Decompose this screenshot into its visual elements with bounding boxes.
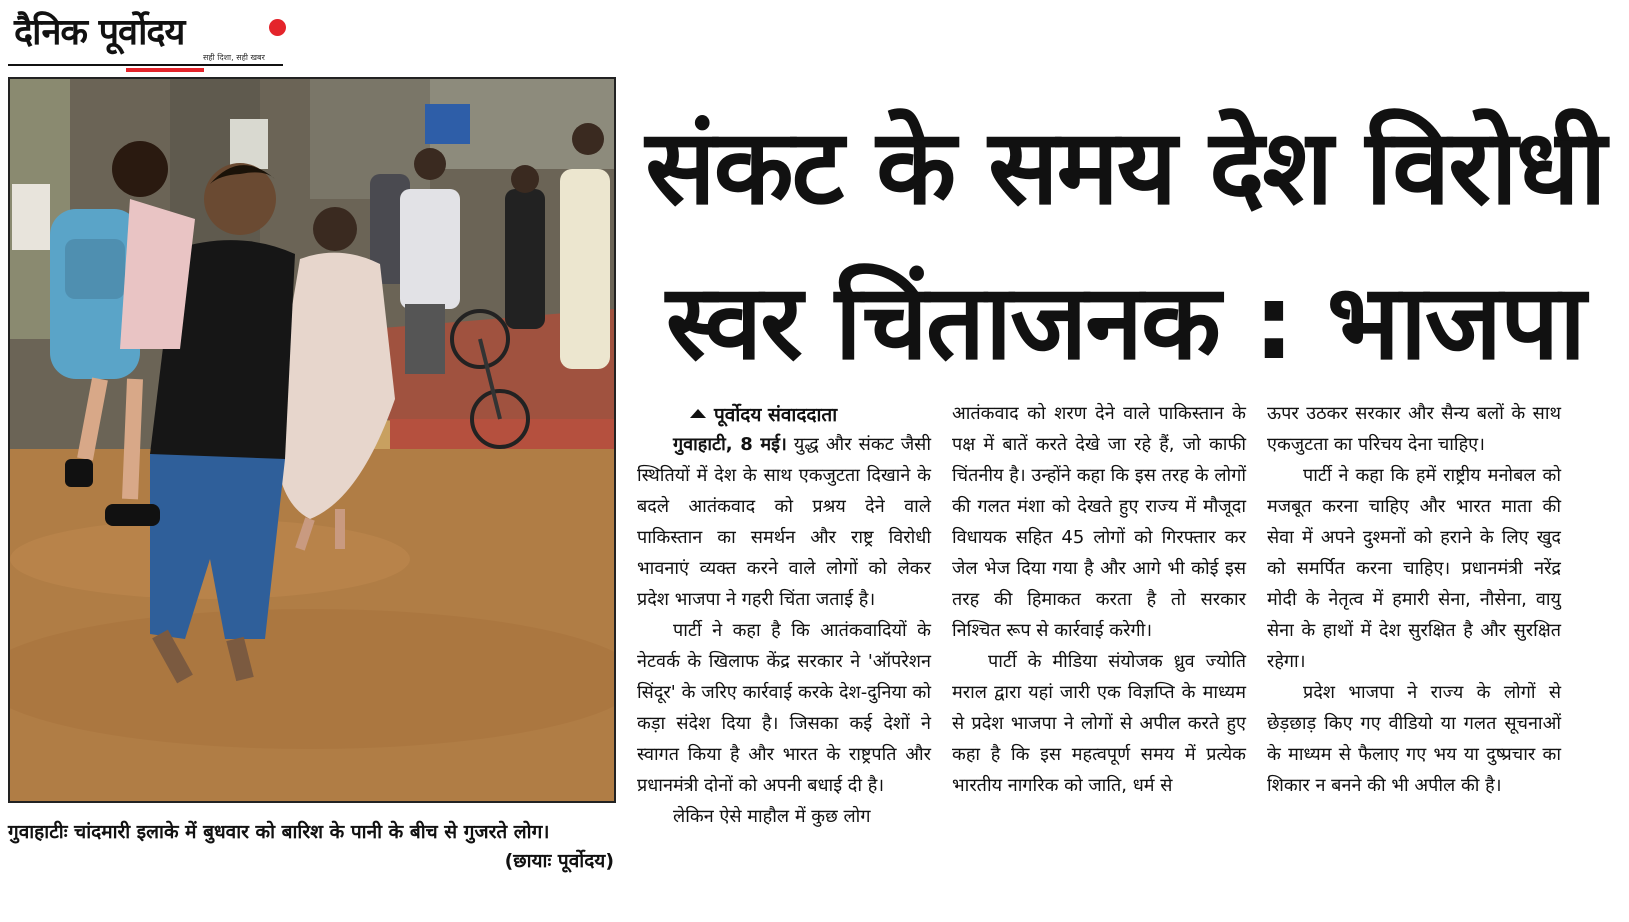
article-paragraph: पार्टी ने कहा कि हमें राष्ट्रीय मनोबल को मजबूत करना चाहिए और भारत माता की सेवा में अपने दुश्मनों को हराने के लिए खुद को समर्पित करना चाहिए। प्रधानमंत्री नरेंद्र मोदी के नेतृत्व में हमारी सेना, नौसेना, वायु सेना के हाथों में देश सुरक्षित है और सुरक्षित रहेगा। [1267, 465, 1561, 672]
headline [630, 90, 1620, 400]
paragraph-text: युद्ध और संकट जैसी स्थितियों में देश के साथ एकजुटता दिखाने के बदले आतंकवाद को प्रश्रय देने वाले पाकिस्तान का समर्थन और राष्ट्र विरोधी भावनाएं व्यक्त करने वाले लोगों को लेकर प्रदेश भाजपा ने गहरी चिंता जताई है। [637, 434, 932, 610]
article-paragraph: पार्टी के मीडिया संयोजक ध्रुव ज्योति मराल द्वारा यहां जारी एक विज्ञप्ति के माध्यम से प्रदेश भाजपा ने लोगों से अपील करते हुए कहा है कि इस महत्वपूर्ण समय में प्रत्येक भारतीय नागरिक को जाति, धर्म से [952, 651, 1246, 796]
news-photo [8, 77, 616, 803]
headline-line-2: स्वर चिंताजनक : भाजपा [665, 261, 1585, 383]
photo-caption [8, 818, 614, 872]
article-column-3 [1267, 398, 1561, 801]
byline-text: पूर्वोदय संवाददाता [714, 404, 838, 426]
article-column-1 [637, 429, 931, 832]
article-paragraph: आतंकवाद को शरण देने वाले पाकिस्तान के पक्ष में बातें करते देखे जा रहे हैं, जो काफी चिंतनीय है। उन्होंने कहा कि इस तरह के लोगों की गलत मंशा को देखते हुए राज्य में मौजूदा विधायक सहित 45 लोगों को गिरफ्तार कर जेल भेज दिया गया है और आगे भी कोई इस तरह की हिमाकत करता है तो सरकार निश्चित रूप से कार्रवाई करेगी। [952, 403, 1246, 641]
article-paragraph [637, 429, 931, 615]
logo-dot-icon [269, 19, 286, 36]
newspaper-tagline: सही दिशा, सही खबर [203, 53, 265, 62]
flooded-street-illustration [10, 79, 614, 801]
caption-text: गुवाहाटीः चांदमारी इलाके में बुधवार को बारिश के पानी के बीच से गुजरते लोग। [8, 821, 550, 843]
masthead [8, 6, 283, 70]
dateline: गुवाहाटी, 8 मई। [673, 434, 787, 455]
article-paragraph: ऊपर उठकर सरकार और सैन्य बलों के साथ एकजुटता का परिचय देना चाहिए। [1267, 403, 1561, 455]
newspaper-logo: दैनिक पूर्वोदय [14, 12, 185, 53]
article-paragraph: लेकिन ऐसे माहौल में कुछ लोग [673, 806, 871, 827]
photo-credit: (छायाः पूर्वोदय) [504, 850, 614, 872]
article-column-2 [952, 398, 1246, 801]
byline [690, 401, 837, 427]
headline-line-1: संकट के समय देश विरोधी [645, 106, 1605, 228]
byline-triangle-icon [690, 409, 706, 418]
masthead-accent-rule [126, 68, 204, 72]
masthead-rule [8, 64, 283, 66]
article-paragraph: प्रदेश भाजपा ने राज्य के लोगों से छेड़छाड़ किए गए वीडियो या गलत सूचनाओं के माध्यम से फैलाए गए भय या दुष्प्रचार का शिकार न बनने की भी अपील की है। [1267, 682, 1561, 796]
article-paragraph: पार्टी ने कहा है कि आतंकवादियों के नेटवर्क के खिलाफ केंद्र सरकार ने 'ऑपरेशन सिंदूर' के जरिए कार्रवाई करके देश-दुनिया को कड़ा संदेश दिया है। जिसका कई देशों ने स्वागत किया है और भारत के राष्ट्रपति और प्रधानमंत्री दोनों को अपनी बधाई दी है। [637, 620, 931, 796]
